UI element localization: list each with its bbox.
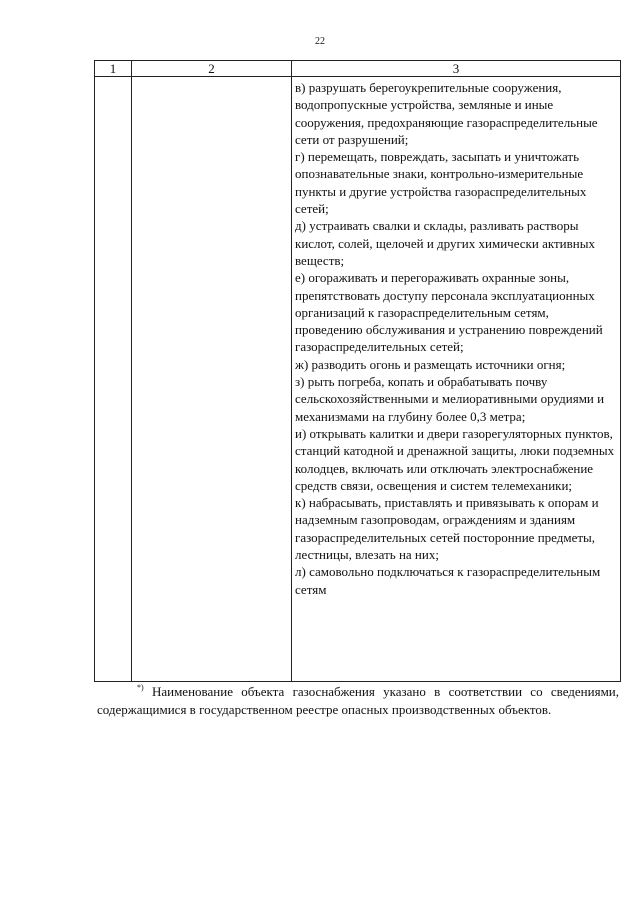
requirements-table (94, 60, 621, 682)
list-item: ж) разводить огонь и размещать источники огня; (295, 356, 566, 372)
column-header-3: 3 (292, 61, 621, 77)
cell-col-1 (95, 77, 132, 682)
list-item: и) открывать калитки и двери газорегуляторных пунктов, станций катодной и дренажной защиты, люки подземных колодцев, включать или отключать электроснабжение средств связи, освещения и систем телемеханики; (295, 425, 615, 493)
prohibitions-list (292, 77, 620, 598)
list-item: к) набрасывать, приставлять и привязывать к опорам и надземным газопроводам, ограждениям и зданиям газораспределительных сетей посторонние предметы, лестницы, влезать на них; (295, 495, 599, 563)
list-item: з) рыть погреба, копать и обрабатывать почву сельскохозяйственными и мелиоративными орудиями и механизмами на глубину более 0,3 метра; (295, 374, 605, 424)
list-item: л) самовольно подключаться к газораспределительным сетям (295, 564, 601, 597)
page-number: 22 (315, 36, 325, 47)
column-header-2: 2 (132, 61, 292, 77)
list-item: г) перемещать, повреждать, засыпать и уничтожать опознавательные знаки, контрольно-измерительные пункты и другие устройства газораспределительных сетей; (295, 149, 587, 217)
cell-col-3 (292, 77, 621, 682)
list-item: е) огораживать и перегораживать охранные зоны, препятствовать доступу персонала эксплуатационных организаций к газораспределительным сетям, проведению обслуживания и устранению повреждений газораспределительных сетей; (295, 270, 603, 355)
table-header-row (95, 61, 621, 77)
list-item: в) разрушать берегоукрепительные сооружения, водопропускные устройства, земляные и иные сооружения, предохраняющие газораспределительные сети от разрушений; (295, 80, 598, 147)
column-header-1: 1 (95, 61, 132, 77)
table-row (95, 77, 621, 682)
cell-col-2 (132, 77, 292, 682)
footnote-marker: *) (137, 683, 144, 692)
list-item: д) устраивать свалки и склады, разливать растворы кислот, солей, щелочей и других химически активных веществ; (295, 218, 595, 268)
footnote (97, 683, 619, 719)
footnote-text: Наименование объекта газоснабжения указано в соответствии со сведениями, содержащимися в государственном реестре опасных производственных объектов. (97, 684, 620, 717)
